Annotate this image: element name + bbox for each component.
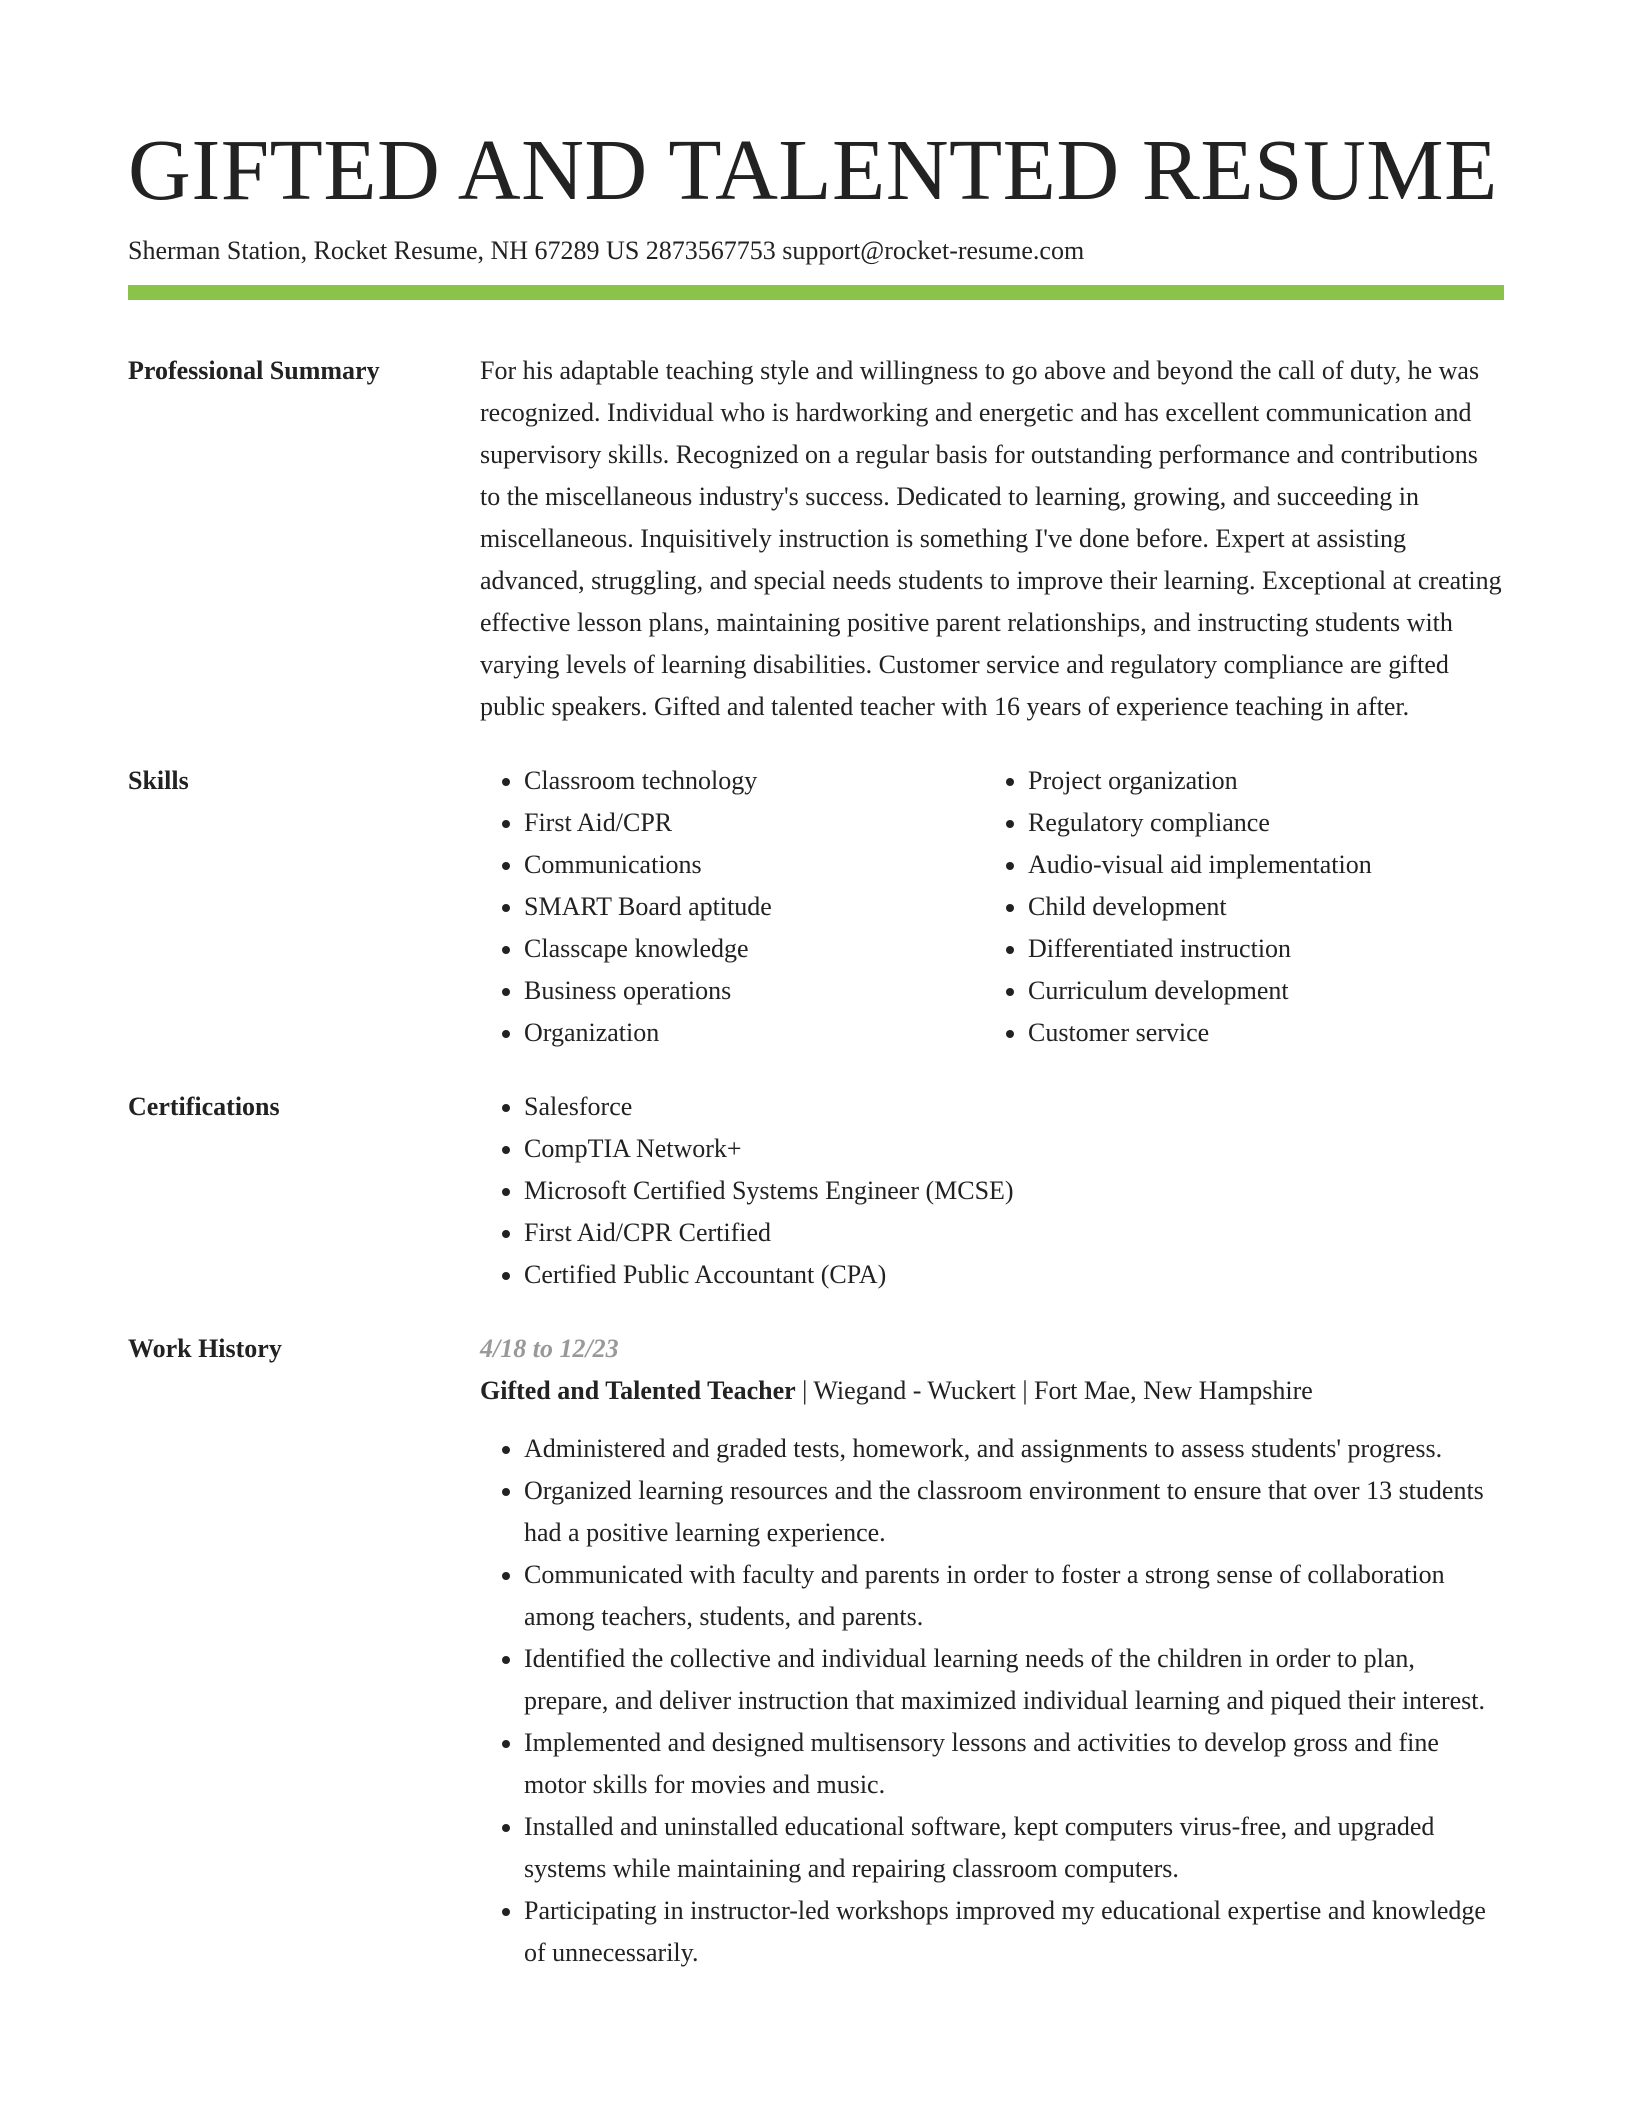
skills-list-left <box>480 760 984 1054</box>
job-duty-item: • Identified the collective and individual learning needs of the children in order to plan, prepare, and deliver instruction that maximized individual learning and piqued their interest. <box>524 1638 1504 1722</box>
resume-page <box>128 0 1504 1974</box>
skill-item: • Organization <box>524 1012 984 1054</box>
skill-item: • Curriculum development <box>1028 970 1488 1012</box>
certification-item: • CompTIA Network+ <box>524 1128 1504 1170</box>
skill-item: • Project organization <box>1028 760 1488 802</box>
section-label-work-history: Work History <box>128 1334 282 1363</box>
job-duty-item: • Organized learning resources and the classroom environment to ensure that over 13 students had a positive learning experience. <box>524 1470 1504 1554</box>
work-history-body <box>480 1328 1504 1974</box>
professional-summary-text: For his adaptable teaching style and willingness to go above and beyond the call of duty, he was recognized. Individual who is hardworking and energetic and has excellent communication and supervisory skills. Recognized on a regular basis for outstanding performance and contributions to the miscellaneous industry's success. Dedicated to learning, growing, and succeeding in miscellaneous. Inquisitively instruction is something I've done before. Expert at assisting advanced, struggling, and special needs students to improve their learning. Exceptional at creating effective lesson plans, maintaining positive parent relationships, and instructing students with varying levels of learning disabilities. Customer service and regulatory compliance are gifted public speakers. Gifted and talented teacher with 16 years of experience teaching in after. <box>480 356 1502 721</box>
job-duty-item: • Communicated with faculty and parents in order to foster a strong sense of collaboration among teachers, students, and parents. <box>524 1554 1504 1638</box>
section-label-skills: Skills <box>128 766 189 795</box>
skill-item: • Audio-visual aid implementation <box>1028 844 1488 886</box>
job-duty-item: • Installed and uninstalled educational software, kept computers virus-free, and upgraded systems while maintaining and repairing classroom computers. <box>524 1806 1504 1890</box>
skill-item: • Child development <box>1028 886 1488 928</box>
certification-item: • Salesforce <box>524 1086 1504 1128</box>
skill-item: • Customer service <box>1028 1012 1488 1054</box>
certifications-section <box>128 1086 1504 1296</box>
certification-item: • First Aid/CPR Certified <box>524 1212 1504 1254</box>
job-duty-item: • Administered and graded tests, homework, and assignments to assess students' progress. <box>524 1428 1504 1470</box>
skill-item: • SMART Board aptitude <box>524 886 984 928</box>
certifications-body <box>480 1086 1504 1296</box>
job-dates: 4/18 to 12/23 <box>480 1334 619 1363</box>
skill-item: • Differentiated instruction <box>1028 928 1488 970</box>
skill-item: • Regulatory compliance <box>1028 802 1488 844</box>
skill-item: • First Aid/CPR <box>524 802 984 844</box>
job-duty-item: • Participating in instructor-led workshops improved my educational expertise and knowledge of unnecessarily. <box>524 1890 1504 1974</box>
skills-column-left <box>480 760 984 1054</box>
job-heading <box>480 1370 1504 1412</box>
skills-body <box>480 760 1504 1054</box>
certification-item: • Microsoft Certified Systems Engineer (MCSE) <box>524 1170 1504 1212</box>
contact-line: Sherman Station, Rocket Resume, NH 67289 US 2873567753 support@rocket-resume.com <box>128 236 1085 265</box>
skills-columns <box>480 760 1504 1054</box>
job-employer-location: | Wiegand - Wuckert | Fort Mae, New Hampshire <box>795 1376 1313 1405</box>
work-history-section <box>128 1328 1504 1974</box>
professional-summary-body <box>480 350 1504 728</box>
job-duties-list <box>480 1428 1504 1974</box>
skill-item: • Business operations <box>524 970 984 1012</box>
job-title: Gifted and Talented Teacher <box>480 1376 796 1405</box>
section-label-certifications: Certifications <box>128 1092 280 1121</box>
skill-item: • Communications <box>524 844 984 886</box>
accent-divider <box>128 285 1504 300</box>
skill-item: • Classroom technology <box>524 760 984 802</box>
skills-column-right <box>984 760 1488 1054</box>
section-label-professional-summary: Professional Summary <box>128 356 380 385</box>
skills-list-right <box>984 760 1488 1054</box>
skills-section <box>128 760 1504 1054</box>
job-duty-item: • Implemented and designed multisensory lessons and activities to develop gross and fine motor skills for movies and music. <box>524 1722 1504 1806</box>
skill-item: • Classcape knowledge <box>524 928 984 970</box>
certification-item: • Certified Public Accountant (CPA) <box>524 1254 1504 1296</box>
professional-summary-section <box>128 350 1504 728</box>
certifications-list <box>480 1086 1504 1296</box>
resume-title: GIFTED AND TALENTED RESUME <box>128 121 1498 218</box>
